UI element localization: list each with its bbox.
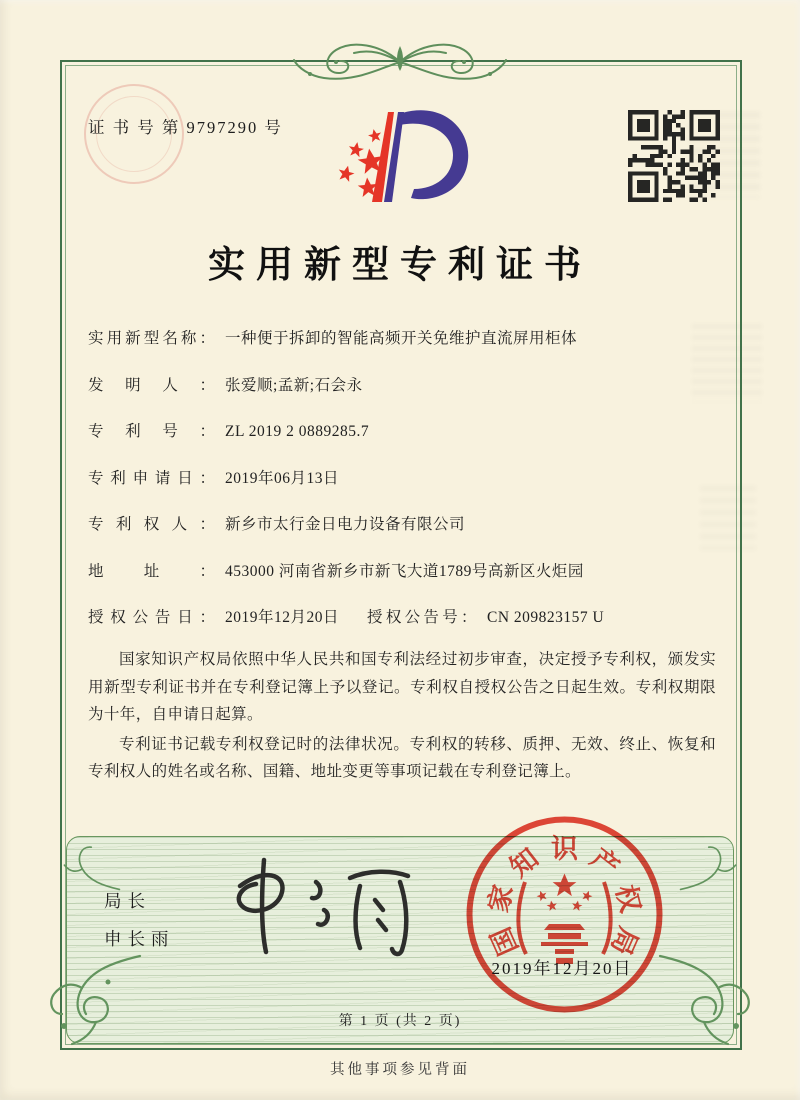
signer-name: 申长雨 [104,929,175,949]
field-value: 新乡市太行金日电力设备有限公司 [225,516,466,533]
field-label: 地址： [88,562,215,580]
legal-paragraph-2: 专利证书记载专利权登记时的法律状况。专利权的转移、质押、无效、终止、恢复和专利权人的姓名或名称、国籍、地址变更等事项记载在专利登记簿上。 [88,735,716,781]
signer-title: 局长 [104,891,151,911]
field-row-inventors [88,373,724,399]
seal-char: 产 [584,842,625,884]
field-value: ZL 2019 2 0889285.7 [225,423,370,440]
field-row-name [88,326,724,352]
qr-code [628,110,720,202]
field-value: 2019年06月13日 [225,469,340,487]
seal-char: 权 [610,881,646,916]
field-row-filing-date [88,466,724,492]
field-value: 一种便于拆卸的智能高频开关免维护直流屏用柜体 [225,330,578,347]
field-label: 发明人： [88,376,215,394]
field-row-address [88,559,724,585]
field-label: 授权公告日： [88,609,215,626]
certificate-number: 证 书 号 第 9797290 号 [88,118,283,137]
seal-char: 国 [485,922,524,960]
field-label: 专利号： [88,423,215,440]
top-flourish-ornament [288,38,512,86]
corner-flourish-icon [58,828,122,892]
seal-char: 局 [605,922,644,960]
cnipa-round-seal [462,812,667,1017]
field-row-patent-number [88,419,724,445]
legal-paragraph-1: 国家知识产权局依照中华人民共和国专利法经过初步审查，决定授予专利权，颁发实用新型专利证书并在专利登记簿上予以登记。专利权自授权公告之日起生效。专利权期限为十年，自申请日起算。 [88,651,716,724]
seal-char: 识 [551,834,578,864]
corner-flourish-icon [678,828,742,892]
field-value: 张爱顺;孟新;石会永 [225,376,363,394]
back-note: 其他事项参见背面 [330,1062,470,1078]
legal-paragraphs [88,646,716,788]
director-signature-handwriting [212,852,422,957]
field-label: 授权公告号： [367,609,478,626]
seal-char: 知 [504,842,545,884]
field-label: 专利权人： [88,516,215,533]
seal-char: 家 [483,881,519,916]
field-label: 专利申请日： [88,469,215,487]
grant-number: CN 209823157 U [487,609,605,626]
certificate-title: 实用新型专利证书 [208,245,592,286]
field-label: 实用新型名称： [88,330,215,347]
national-emblem-icon [518,874,610,965]
field-row-grant [88,605,724,631]
seal-date: 2019年12月20日 [491,959,633,978]
field-value: 453000 河南省新乡市新飞大道1789号高新区火炬园 [225,562,584,580]
grant-date: 2019年12月20日 [225,609,340,626]
page-number: 第 1 页 (共 2 页) [338,1014,462,1029]
corner-flourish-icon [44,952,144,1052]
certificate-fields [88,326,724,652]
cnipa-logo-icon [328,100,512,222]
field-row-patentee [88,512,724,538]
